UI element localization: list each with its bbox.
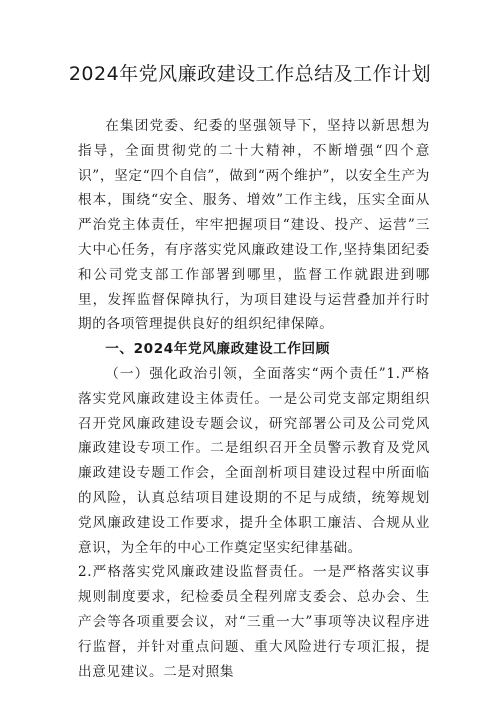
section-paragraph-1: （一）强化政治引领，全面落实“两个责任”1.严格落实党风廉政建设主体责任。一是公司党支部定期组织召开党风廉政建设专题会议，研究部署公司及公司党风廉政建设专项工作。二是组织召开全员警示教育及党风廉政建设专题工作会，全面剖析项目建设过程中所面临的风险，认真总结项目建设期的不足与成绩，统筹规划党风廉政建设工作要求，提升全体职工廉洁、合规从业意识，为全年的中心工作奠定坚实纪律基础。 <box>78 365 430 556</box>
document-title: 2024年党风廉政建设工作总结及工作计划 <box>68 63 432 85</box>
section-paragraph-2: 2.严格落实党风廉政建设监督责任。一是严格落实议事规则制度要求，纪检委员全程列席支委会、总办会、生产会等各项重要会议，对“三重一大”事项等决议程序进行监督，并针对重点问题、重大风险进行专项汇报，提出意见建议。二是对照集 <box>78 564 430 680</box>
section-heading: 一、2024年党风廉政建设工作回顾 <box>105 341 330 358</box>
document-body <box>78 114 430 684</box>
intro-paragraph: 在集团党委、纪委的坚强领导下，坚持以新思想为指导，全面贯彻党的二十大精神，不断增强“四个意识”，坚定“四个自信”，做到“两个维护”，以安全生产为根本，围绕“安全、服务、增效”工作主线，压实全面从严治党主体责任，牢牢把握项目“建设、投产、运营”三大中心任务，有序落实党风廉政建设工作,坚持集团纪委和公司党支部工作部署到哪里，监督工作就跟进到哪里，发挥监督保障执行，为项目建设与运营叠加并行时期的各项管理提供良好的组织纪律保障。 <box>78 118 430 333</box>
